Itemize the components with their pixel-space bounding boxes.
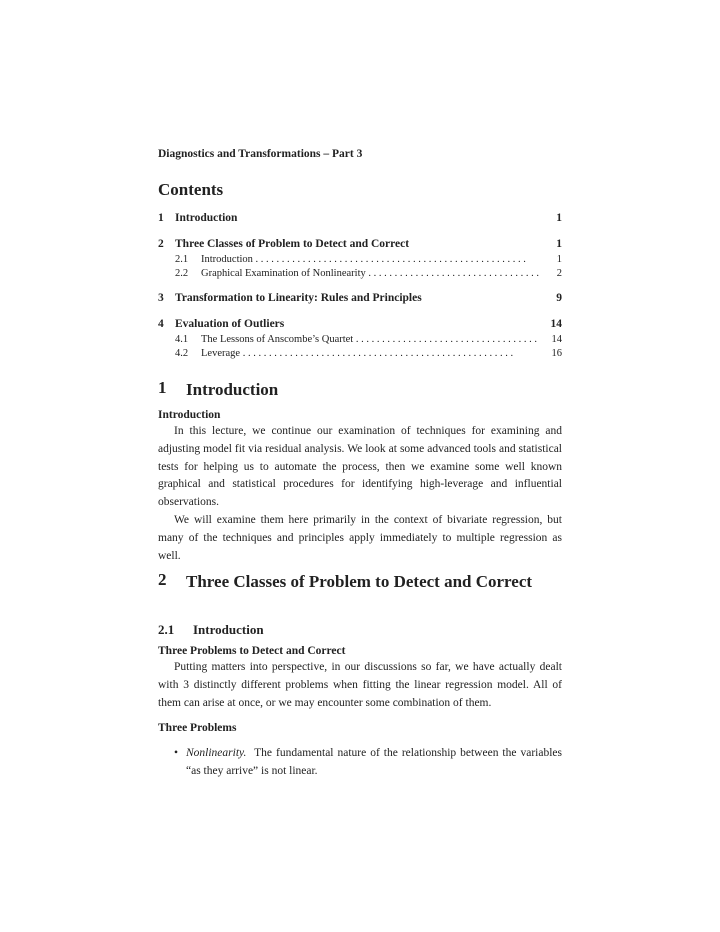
toc-entry-number: 2 — [158, 238, 164, 250]
toc-entry[interactable] — [158, 290, 562, 307]
toc-subentry-number: 2.1 — [175, 254, 189, 265]
section-heading — [158, 570, 562, 594]
running-header: Diagnostics and Transformations – Part 3 — [158, 148, 363, 160]
toc-entry-page: 14 — [550, 318, 562, 330]
toc-subentry-page: 2 — [556, 268, 562, 279]
toc-subentry[interactable] — [158, 253, 562, 267]
toc-entry-page: 1 — [556, 238, 562, 250]
section-number: 1 — [158, 378, 167, 397]
toc-entry-number: 1 — [158, 212, 164, 224]
section-title: Three Classes of Problem to Detect and Correct — [186, 572, 533, 591]
toc-subentry[interactable] — [158, 347, 562, 361]
toc-entry-title: Transformation to Linearity: Rules and Principles — [175, 292, 422, 304]
toc-subentry-number: 4.1 — [175, 334, 189, 345]
toc-subentry-title: The Lessons of Anscombe’s Quartet . . . — [201, 333, 540, 347]
toc-entry-title: Introduction — [175, 212, 238, 224]
toc-subentry-page: 1 — [556, 254, 562, 265]
toc-entry[interactable] — [158, 210, 562, 227]
bullet-icon: • — [174, 747, 179, 759]
toc-subentry-title: Graphical Examination of Nonlinearity . . . — [201, 267, 540, 281]
paragraph: Putting matters into perspective, in our discussions so far, we have actually dealt with 3 distinctly different problems when fitting the linear regression model. All of them can arise at once, or we may encounter some combination of them. — [158, 661, 562, 709]
toc-subentry[interactable] — [158, 267, 562, 281]
toc-subentry-title: Introduction . . . — [201, 253, 540, 267]
paragraph: We will examine them here primarily in the context of bivariate regression, but many of the techniques and principles apply immediately to multiple regression as well. — [158, 514, 562, 562]
toc-entry[interactable] — [158, 316, 562, 333]
toc-entry-page: 1 — [556, 212, 562, 224]
bullet-item — [174, 745, 562, 781]
subsection-number: 2.1 — [158, 622, 175, 637]
toc-entry-number: 4 — [158, 318, 164, 330]
section-number: 2 — [158, 570, 167, 589]
bullet-description: The fundamental nature of the relationship between the variables “as they arrive” is not linear. — [186, 747, 562, 777]
section-heading — [158, 378, 562, 402]
table-of-contents — [158, 210, 562, 361]
toc-entry-page: 9 — [556, 292, 562, 304]
bullet-text — [186, 745, 562, 781]
toc-entry[interactable] — [158, 236, 562, 253]
paragraph-title: Introduction — [158, 409, 221, 421]
toc-subentry-number: 4.2 — [175, 348, 189, 359]
paragraph-title: Three Problems to Detect and Correct — [158, 645, 346, 657]
toc-entry-title: Evaluation of Outliers — [175, 318, 285, 330]
toc-entry-number: 3 — [158, 292, 164, 304]
paragraph-title: Three Problems — [158, 722, 237, 734]
toc-subentry-number: 2.2 — [175, 268, 189, 279]
subsection-title: Introduction — [193, 622, 264, 637]
toc-subentry-page: 16 — [551, 348, 562, 359]
section-title: Introduction — [186, 380, 279, 399]
toc-subentry-title: Leverage . . . — [201, 347, 540, 361]
toc-entry-title: Three Classes of Problem to Detect and Correct — [175, 238, 410, 250]
contents-heading: Contents — [158, 180, 224, 199]
toc-subentry-page: 14 — [551, 334, 562, 345]
paragraph: In this lecture, we continue our examination of techniques for examining and adjusting model fit via residual analysis. We look at some advanced tools and statistical tests for helping us to automate the process, then we examine some well known graphical and statistical procedures for identifying high-leverage and influential observations. — [158, 425, 562, 509]
subsection-heading — [158, 622, 264, 638]
toc-subentry[interactable] — [158, 333, 562, 347]
bullet-term: Nonlinearity. — [186, 747, 247, 759]
